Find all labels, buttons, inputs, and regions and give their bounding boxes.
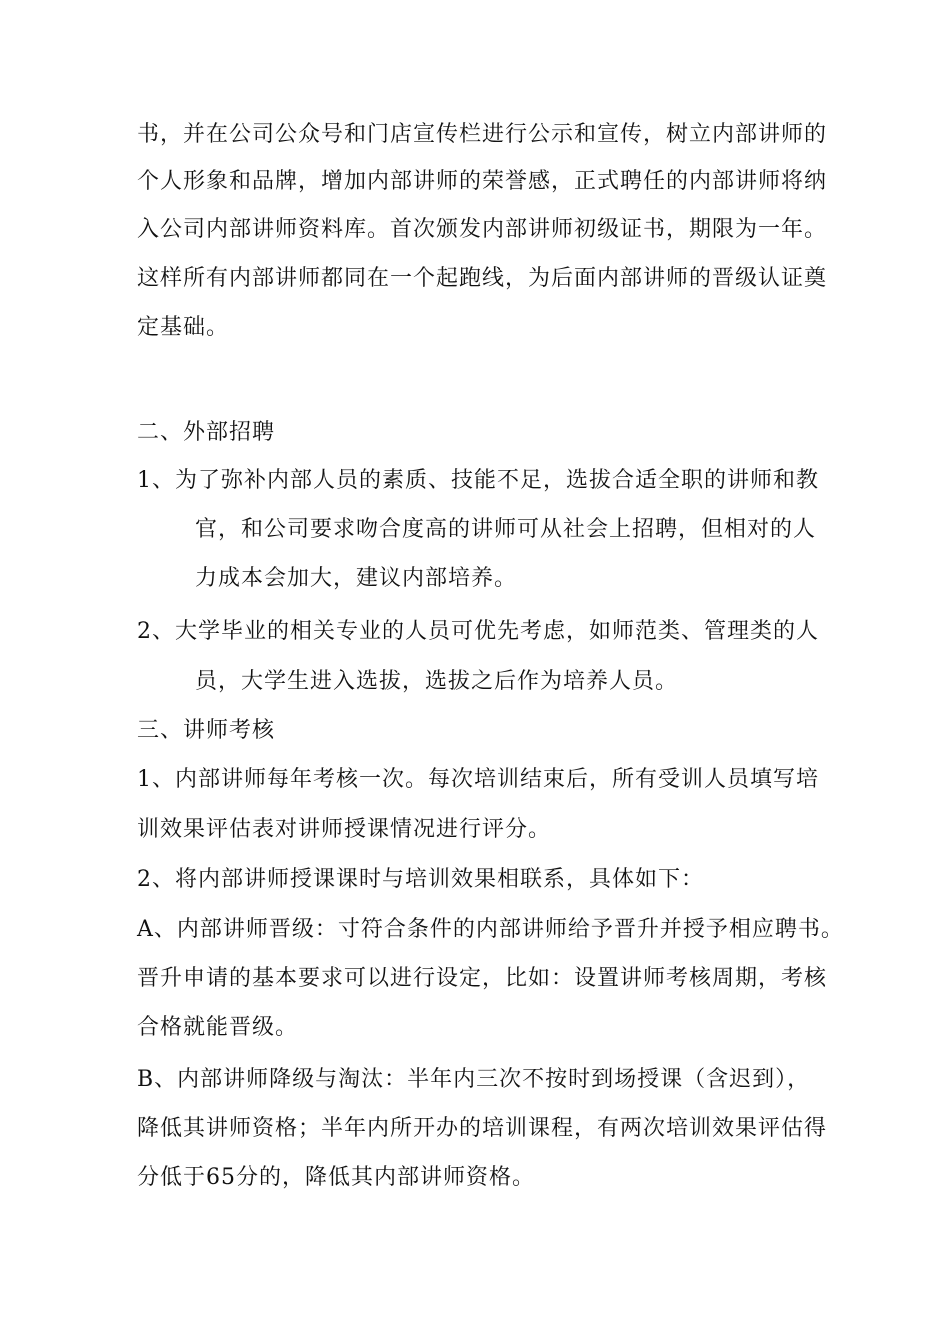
list-item-line: 官，和公司要求吻合度高的讲师可从社会上招聘，但相对的人 xyxy=(195,517,817,542)
paragraph-line: 晋升申请的基本要求可以进行设定，比如：设置讲师考核周期，考核 xyxy=(137,966,828,991)
list-item-line: 力成本会加大，建议内部培养。 xyxy=(195,566,518,591)
list-item-line: 训效果评估表对讲师授课情况进行评分。 xyxy=(137,817,552,842)
paragraph-line: 这样所有内部讲师都同在一个起跑线，为后面内部讲师的晋级认证奠 xyxy=(137,266,828,291)
list-item-line: A、内部讲师晋级：寸符合条件的内部讲师给予晋升并授予相应聘书。 xyxy=(137,917,844,942)
paragraph-line: 个人形象和品牌，增加内部讲师的荣誉感，正式聘任的内部讲师将纳 xyxy=(137,169,828,194)
section-heading: 二、外部招聘 xyxy=(137,420,276,445)
section-heading: 三、讲师考核 xyxy=(137,718,276,743)
list-item-line: 2、大学毕业的相关专业的人员可优先考虑，如师范类、管理类的人 xyxy=(137,619,819,644)
paragraph-line: 入公司内部讲师资料库。首次颁发内部讲师初级证书，期限为一年。 xyxy=(137,217,828,242)
list-item-line: B、内部讲师降级与淘汰：半年内三次不按时到场授课（含迟到）， xyxy=(137,1067,811,1092)
list-item-line: 1、为了弥补内部人员的素质、技能不足，选拔合适全职的讲师和教 xyxy=(137,468,819,493)
list-item-line: 员，大学生进入选拔，选拔之后作为培养人员。 xyxy=(195,669,679,694)
list-item-line: 1、内部讲师每年考核一次。每次培训结束后，所有受训人员填写培 xyxy=(137,767,819,792)
paragraph-line: 合格就能晋级。 xyxy=(137,1015,299,1040)
paragraph-line: 分低于65分的，降低其内部讲师资格。 xyxy=(137,1165,535,1190)
paragraph-line: 降低其讲师资格；半年内所开办的培训课程，有两次培训效果评估得 xyxy=(137,1116,828,1141)
list-item-line: 2、将内部讲师授课课时与培训效果相联系，具体如下： xyxy=(137,867,704,892)
paragraph-line: 书，并在公司公众号和门店宣传栏进行公示和宣传，树立内部讲师的 xyxy=(137,122,828,147)
paragraph-line: 定基础。 xyxy=(137,315,230,340)
